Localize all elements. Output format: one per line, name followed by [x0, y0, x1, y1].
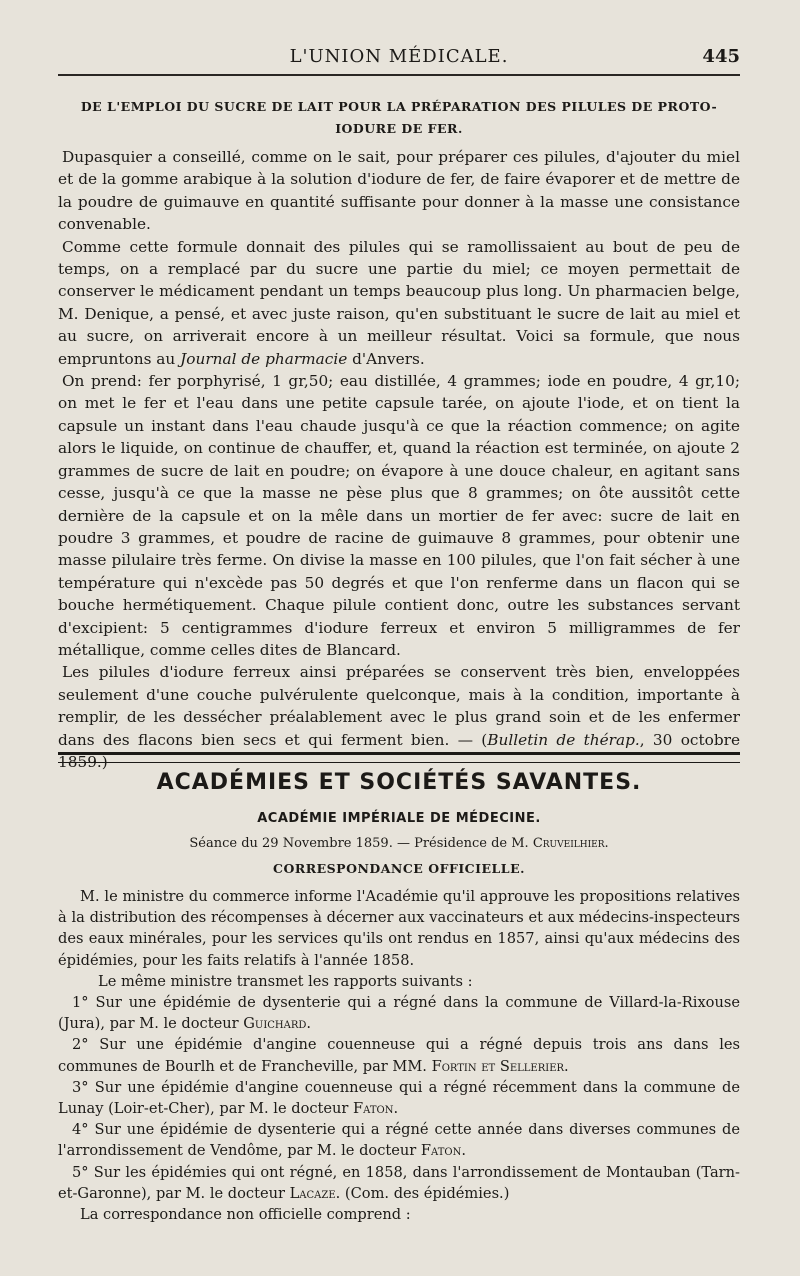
- report-item-text: 5° Sur les épidémies qui ont régné, en 1858, dans l'arrondissement de Montauban (Tarn-et-Garonne), par M. le docteur: [58, 1163, 740, 1202]
- report-item-1: [58, 992, 740, 1034]
- article-title-line2: IODURE DE FER.: [335, 121, 463, 136]
- report-item-end: .: [564, 1057, 569, 1075]
- academy-heading: ACADÉMIE IMPÉRIALE DE MÉDECINE.: [257, 811, 541, 826]
- paragraph-4-end: , 30 octobre 1859.): [58, 730, 740, 771]
- journal-name: Journal de pharmacie: [180, 349, 348, 368]
- paragraph-4-text: Les pilules d'iodure ferreux ainsi préparées se conservent très bien, enveloppées seulement d'une couche pulvérulente quelconque, mais à la condition, importante à remplir, de les dessécher préalablement avec le plus grand soin et de les enfermer dans des flacons bien secs et qui ferment bien. — (: [58, 663, 740, 749]
- section-heading: ACADÉMIES ET SOCIÉTÉS SAVANTES.: [156, 770, 642, 795]
- report-item-2: [58, 1034, 740, 1076]
- report-item-text: 4° Sur une épidémie de dysenterie qui a régné cette année dans diverses communes de l'arrondissement de Vendôme, par M. le docteur: [58, 1121, 740, 1160]
- seance-president: Cruveilhier: [532, 836, 605, 851]
- article-title: [58, 96, 740, 140]
- report-item-5: [58, 1162, 740, 1204]
- running-head: [58, 44, 740, 76]
- ministry-notice: M. le ministre du commerce informe l'Académie qu'il approuve les propositions relatives à la distribution des récompenses à décerner aux vaccinateurs et aux médecins-inspecteurs des eaux minérales, pour les services qu'ils ont rendus en 1857, ainsi qu'aux médecins des épidémies, pour les faits relatifs à l'année 1858.: [58, 888, 740, 969]
- article: [58, 96, 740, 773]
- paragraph-2-text: Comme cette formule donnait des pilules qui se ramollissaient au bout de peu de temps, on a remplacé par du sucre une partie du miel; ce moyen permettait de conserver le médicament pendant un temps beaucoup plus long. Un pharmacien belge, M. Denique, a pensé, et avec juste raison, qu'en substituant le sucre de lait au miel et au sucre, on arriverait encore à un meilleur résultat. Voici sa formule, que nous empruntons au: [58, 237, 740, 368]
- report-item-end: .: [306, 1015, 312, 1033]
- report-item-author: Faton: [353, 1100, 394, 1118]
- report-item-author: Faton: [420, 1142, 462, 1160]
- report-item-end: .: [461, 1142, 466, 1160]
- report-item-author: Lacaze: [289, 1184, 336, 1202]
- report-item-text: 2° Sur une épidémie d'angine couenneuse qui a régné depuis trois ans dans les communes de Bourlh et de Francheville, par MM.: [58, 1036, 740, 1075]
- report-item-end: . (Com. des épidémies.): [335, 1184, 510, 1202]
- paragraph-1: Dupasquier a conseillé, comme on le sait, pour préparer ces pilules, d'ajouter du miel et de la gomme arabique à la solution d'iodure de fer, de faire évaporer et de mettre de la poudre de guimauve en quantité suffisante pour donner à la masse une consistance convenable.: [58, 148, 740, 234]
- seance-suffix: .: [604, 836, 609, 851]
- reports-intro: Le même ministre transmet les rapports suivants :: [98, 972, 473, 990]
- section-divider: [58, 752, 740, 763]
- report-item-3: [58, 1077, 740, 1119]
- report-item-4: [58, 1119, 740, 1161]
- running-title: L'UNION MÉDICALE.: [289, 46, 509, 67]
- report-item-text: 1° Sur une épidémie de dysenterie qui a régné dans la commune de Villard-la-Rixouse (Jura), par M. le docteur: [58, 994, 740, 1033]
- report-item-author: Guichard: [243, 1015, 307, 1033]
- paragraph-3: On prend: fer porphyrisé, 1 gr,50; eau distillée, 4 grammes; iode en poudre, 4 gr,10; on met le fer et l'eau dans une petite capsule tarée, on ajoute l'iode, et on tient la capsule un instant dans l'eau chaude jusqu'à ce que la réaction commence; on agite alors le liquide, on continue de chauffer, et, quand la réaction est terminée, on ajoute 2 grammes de sucre de lait en poudre; on évapore à une douce chaleur, en agitant sans cesse, jusqu'à ce que la masse ne pèse plus que 8 grammes; on ôte aussitôt cette dernière de la capsule et on la mêle dans un mortier de fer avec: sucre de lait en poudre 3 grammes, et poudre de racine de guimauve 8 grammes, pour obtenir une masse pilulaire très ferme. On divise la masse en 100 pilules, que l'on fait sécher à une température qui n'excède pas 50 degrés et que l'on renferme dans un flacon qui se bouche hermétiquement. Chaque pilule contient donc, outre les substances servant d'excipient: 5 centigrammes d'iodure ferreux et environ 5 milligrammes de fer métallique, comme celles dites de Blancard.: [58, 372, 740, 659]
- correspondence-title: CORRESPONDANCE OFFICIELLE.: [273, 861, 525, 876]
- report-item-end: .: [393, 1100, 399, 1118]
- seance-line: [58, 836, 740, 851]
- page-number: 445: [702, 46, 740, 67]
- report-item-text: 3° Sur une épidémie d'angine couenneuse qui a régné récemment dans la commune de Lunay (Loir-et-Cher), par M. le docteur: [58, 1078, 740, 1118]
- paragraph-2-end: d'Anvers.: [347, 349, 425, 368]
- report-item-author: Fortin et Sellerier: [431, 1057, 565, 1075]
- closing-line: La correspondance non officielle comprend :: [80, 1206, 411, 1224]
- academies-section: [58, 770, 740, 1225]
- seance-prefix: Séance du 29 Novembre 1859. — Présidence de M.: [189, 836, 533, 851]
- paragraph-2: [58, 236, 740, 370]
- citation-source: Bulletin de thérap.: [487, 730, 640, 749]
- article-title-line1: DE L'EMPLOI DU SUCRE DE LAIT POUR LA PRÉPARATION DES PILULES DE PROTO-: [80, 99, 718, 114]
